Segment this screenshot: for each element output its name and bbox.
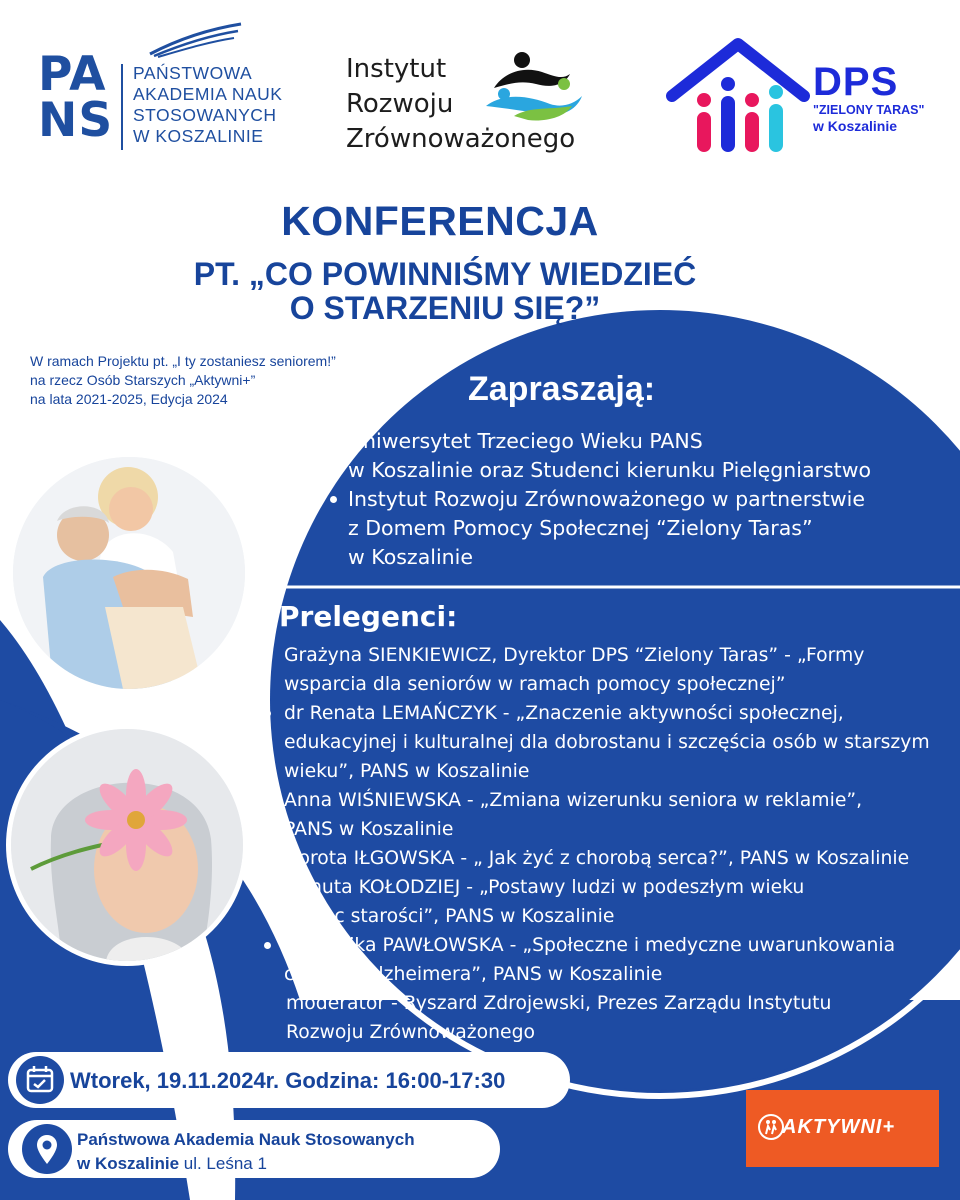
- speaker-5-line-2: wobec starości”, PANS w Koszalinie: [284, 906, 615, 927]
- bullet-icon: [330, 438, 337, 445]
- aktywni-badge: [746, 1090, 939, 1167]
- house-icon: [664, 36, 812, 158]
- senior-woman-photo: [6, 724, 248, 966]
- invitation-item-2-line-2: z Domem Pomocy Społecznej “Zielony Taras”: [348, 516, 813, 540]
- bullet-icon: [330, 496, 337, 503]
- running-people-icon: [758, 1114, 784, 1140]
- invitation-title: Zapraszają:: [468, 370, 656, 408]
- irz-line-3: Zrównoważonego: [346, 124, 576, 154]
- speakers-list: [262, 641, 952, 1047]
- wave-icon: [148, 20, 243, 58]
- irz-line-1: Instytut: [346, 54, 447, 84]
- moderator-line-1: moderator - Ryszard Zdrojewski, Prezes Zarządu Instytutu: [286, 993, 832, 1014]
- bullet-icon: [264, 942, 271, 949]
- irz-emblem-icon: [484, 50, 584, 122]
- dps-title: DPS: [813, 60, 899, 104]
- list-item: [262, 786, 952, 844]
- invitation-item-2-line-3: w Koszalinie: [348, 545, 473, 569]
- senior-couple-photo: [8, 452, 250, 694]
- pans-line-1: PAŃSTWOWA: [133, 63, 253, 83]
- speaker-2-line-1: dr Renata LEMAŃCZYK - „Znaczenie aktywności społecznej,: [284, 703, 844, 724]
- conference-subtitle-line-1: PT. „CO POWINNIŚMY WIEDZIEĆ: [193, 256, 697, 292]
- speaker-2-line-2: edukacyjnej i kulturalnej dla dobrostanu i szczęścia osób w starszym: [284, 732, 930, 753]
- dps-subtitle: "ZIELONY TARAS": [813, 103, 925, 117]
- speaker-6-line-1: dr Monika PAWŁOWSKA - „Społeczne i medyczne uwarunkowania: [284, 935, 896, 956]
- date-time: Wtorek, 19.11.2024r. Godzina: 16:00-17:30: [70, 1068, 506, 1093]
- invitation-item-2-line-1: Instytut Rozwoju Zrównoważonego w partnerstwie: [348, 487, 865, 511]
- project-line-2: na rzecz Osób Starszych „Aktywni+”: [30, 372, 256, 388]
- dps-city: w Koszalinie: [813, 118, 898, 134]
- location-line-1: Państwowa Akademia Nauk Stosowanych: [77, 1130, 415, 1149]
- invitation-item-1-line-1: Uniwersytet Trzeciego Wieku PANS: [348, 429, 703, 453]
- senior-woman-illustration: [11, 729, 243, 961]
- location-street: ul. Leśna 1: [179, 1154, 267, 1173]
- pans-line-2: AKADEMIA NAUK: [133, 84, 283, 104]
- speaker-3-line-1: Anna WIŚNIEWSKA - „Zmiana wizerunku seniora w reklamie”,: [284, 790, 863, 811]
- speaker-6-line-2: choroby Alzheimera”, PANS w Koszalinie: [284, 964, 663, 985]
- location-text: [77, 1128, 415, 1176]
- project-info: [30, 352, 336, 409]
- aktywni-label: AKTYWNI+: [782, 1116, 895, 1138]
- speaker-1-line-2: wsparcia dla seniorów w ramach pomocy społecznej”: [284, 674, 786, 695]
- pans-monogram: [38, 47, 118, 148]
- list-item: [262, 699, 952, 786]
- senior-couple-illustration: [13, 457, 245, 689]
- speaker-1-line-1: Grażyna SIENKIEWICZ, Dyrektor DPS “Zielony Taras” - „Formy: [284, 645, 865, 666]
- project-line-3: na lata 2021-2025, Edycja 2024: [30, 391, 228, 407]
- conference-title: KONFERENCJA: [281, 198, 599, 244]
- speaker-2-line-3: wieku”, PANS w Koszalinie: [284, 761, 530, 782]
- list-item: [262, 641, 952, 699]
- pans-divider: [121, 64, 123, 150]
- list-item: [262, 931, 952, 989]
- pans-line-3: STOSOWANYCH: [133, 105, 277, 125]
- conference-subtitle-line-2: O STARZENIU SIĘ?”: [289, 290, 601, 326]
- bullet-icon: [264, 797, 271, 804]
- pans-name: [133, 63, 323, 147]
- list-item: [262, 873, 952, 931]
- invitation-item-1-line-2: w Koszalinie oraz Studenci kierunku Pielęgniarstwo: [348, 458, 872, 482]
- bullet-icon: [264, 710, 271, 717]
- pans-line-4: W KOSZALINIE: [133, 126, 264, 146]
- list-item: [330, 485, 930, 572]
- map-pin-icon: [22, 1124, 72, 1174]
- project-line-1: W ramach Projektu pt. „I ty zostaniesz seniorem!”: [30, 353, 336, 369]
- pans-letters-top: PA: [38, 47, 107, 102]
- speakers-title: Prelegenci:: [279, 600, 458, 633]
- irz-line-2: Rozwoju: [346, 89, 454, 119]
- list-item: [262, 844, 952, 873]
- calendar-icon: [16, 1056, 64, 1104]
- bullet-icon: [264, 884, 271, 891]
- location-city: w Koszalinie: [77, 1154, 180, 1173]
- speaker-4-line-1: Dorota IŁGOWSKA - „ Jak żyć z chorobą serca?”, PANS w Koszalinie: [284, 848, 910, 869]
- pans-letters-bottom: NS: [38, 93, 114, 148]
- bullet-icon: [264, 652, 271, 659]
- list-item: [330, 427, 930, 485]
- moderator: [262, 989, 952, 1047]
- speaker-5-line-1: Danuta KOŁODZIEJ - „Postawy ludzi w podeszłym wieku: [284, 877, 805, 898]
- speaker-3-line-2: PANS w Koszalinie: [284, 819, 454, 840]
- bullet-icon: [264, 855, 271, 862]
- moderator-line-2: Rozwoju Zrównoważonego: [286, 1022, 536, 1043]
- invitation-list: [330, 427, 930, 572]
